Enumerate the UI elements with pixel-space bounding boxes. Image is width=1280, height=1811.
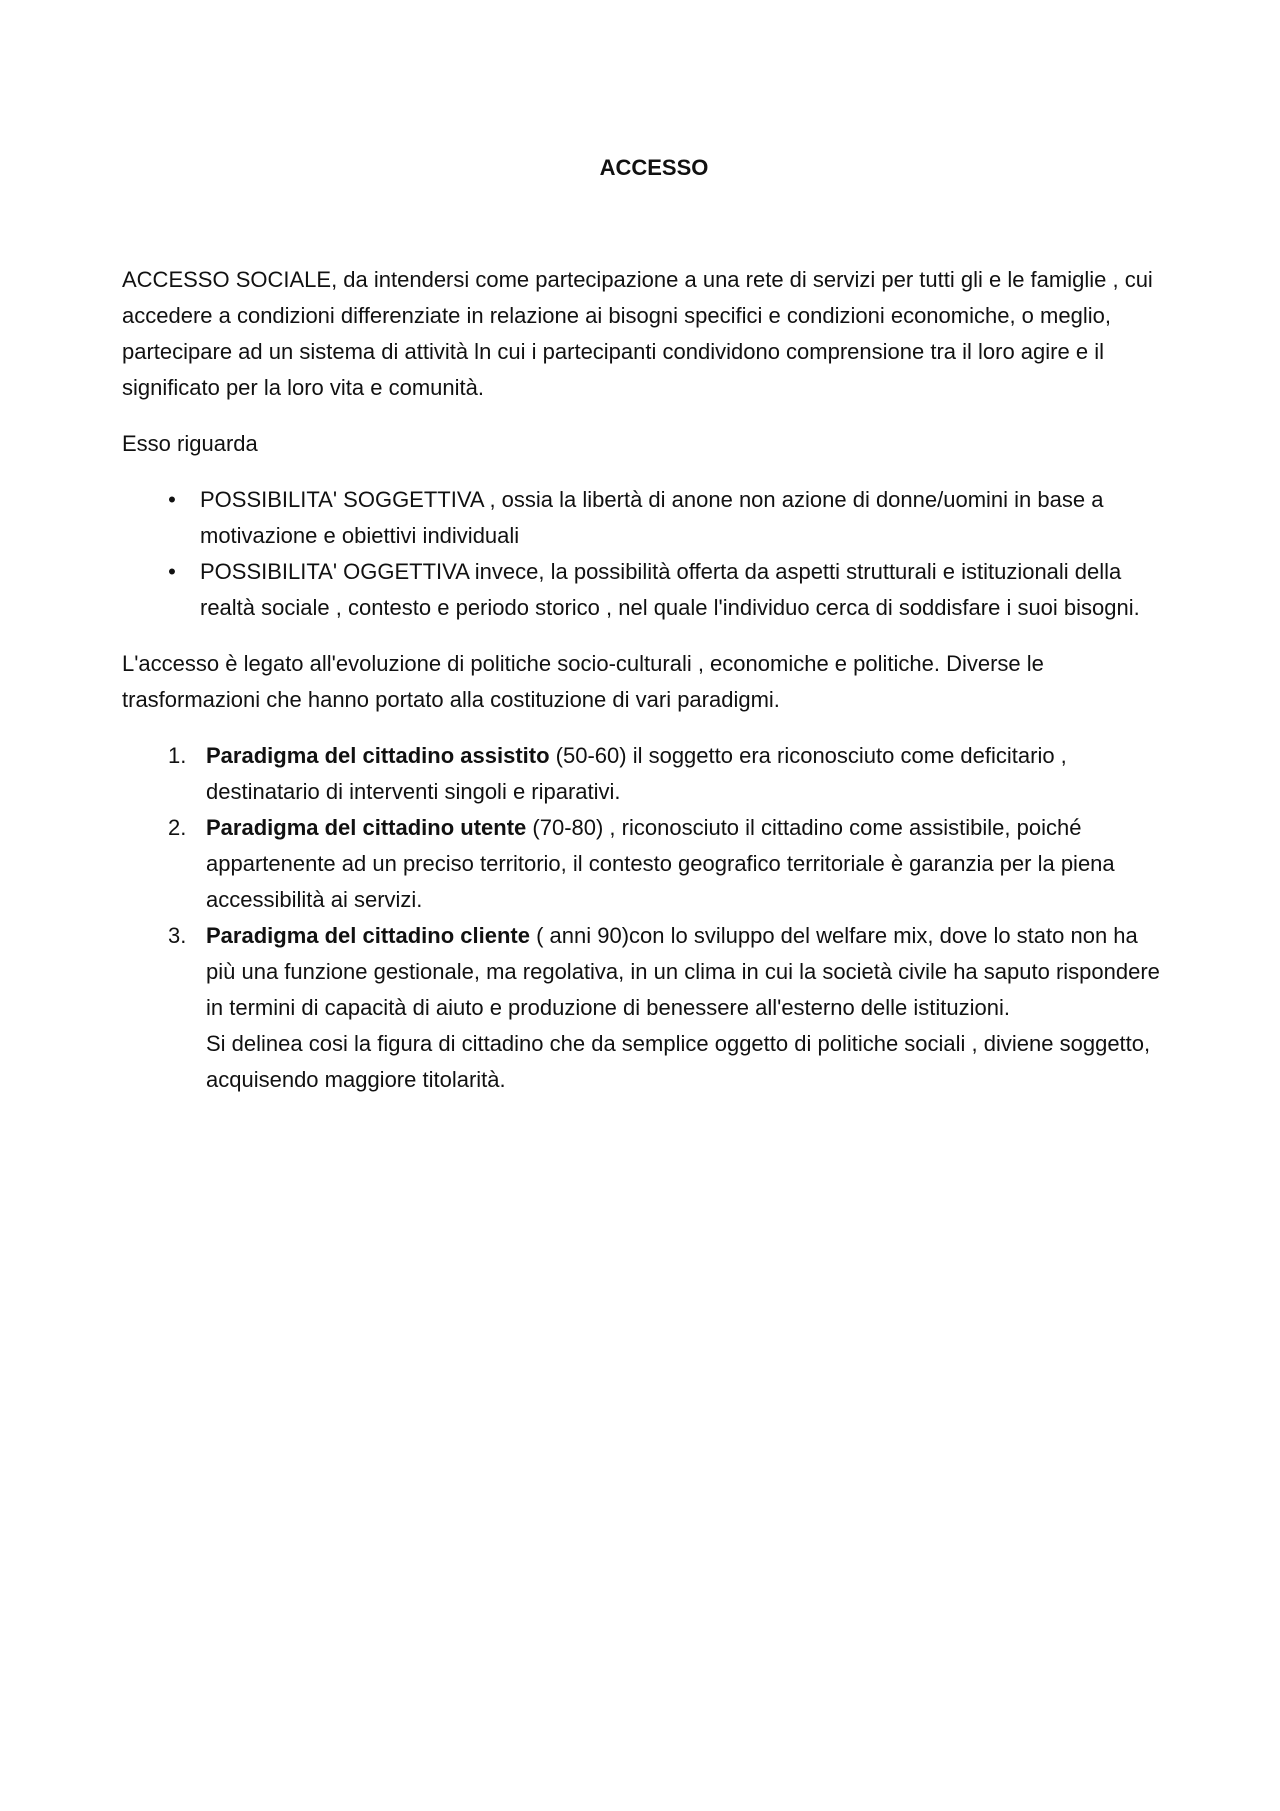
- paradigm-list: [122, 738, 1162, 1026]
- document-body: [122, 150, 1162, 1098]
- closing-paragraph: Si delinea cosi la figura di cittadino che da semplice oggetto di politiche sociali , diviene soggetto, acquisendo maggiore titolarità.: [206, 1031, 1151, 1092]
- list-item-text: POSSIBILITA' SOGGETTIVA , ossia la libertà di anone non azione di donne/uomini in base a motivazione e obiettivi individuali: [200, 487, 1104, 548]
- list-item: [122, 918, 1162, 1026]
- list-item-text: POSSIBILITA' OGGETTIVA invece, la possibilità offerta da aspetti strutturali e istituzionali della realtà sociale , contesto e periodo storico , nel quale l'individuo cerca di soddisfare i suoi bisogni.: [200, 559, 1140, 620]
- bullet-icon: •: [168, 487, 176, 512]
- paradigm-term: Paradigma del cittadino assistito: [206, 743, 550, 768]
- intro-paragraph: ACCESSO SOCIALE, da intendersi come partecipazione a una rete di servizi per tutti gli e le famiglie , cui accedere a condizioni differenziate in relazione ai bisogni specifici e condizioni economiche, o meglio, partecipare ad un sistema di attività ln cui i partecipanti condividono comprensione tra il loro agire e il significato per la loro vita e comunità.: [122, 267, 1153, 400]
- list-item: [122, 810, 1162, 918]
- list-item: [122, 738, 1162, 810]
- paradigm-description: (50-60) il soggetto era riconosciuto come deficitario , destinatario di interventi singoli e riparativi.: [206, 743, 1067, 804]
- page-title: ACCESSO: [599, 155, 709, 180]
- list-number: 1.: [168, 743, 187, 768]
- evolution-paragraph: L'accesso è legato all'evoluzione di politiche socio-culturali , economiche e politiche. Diverse le trasformazioni che hanno portato alla costituzione di vari paradigmi.: [122, 651, 1044, 712]
- list-number: 2.: [168, 815, 187, 840]
- paradigm-term: Paradigma del cittadino cliente: [206, 923, 530, 948]
- list-number: 3.: [168, 923, 187, 948]
- paradigm-term: Paradigma del cittadino utente: [206, 815, 527, 840]
- paradigm-description: ( anni 90)con lo sviluppo del welfare mix, dove lo stato non ha più una funzione gestionale, ma regolativa, in un clima in cui la società civile ha saputo rispondere in termini di capacità di aiuto e produzione di benessere all'esterno delle istituzioni.: [206, 923, 1160, 1020]
- lead-paragraph: Esso riguarda: [122, 431, 258, 456]
- possibility-list: [122, 482, 1162, 626]
- bullet-icon: •: [168, 559, 176, 584]
- list-item: [122, 482, 1162, 554]
- list-item: [122, 554, 1162, 626]
- paradigm-description: (70-80) , riconosciuto il cittadino come assistibile, poiché appartenente ad un preciso territorio, il contesto geografico territoriale è garanzia per la piena accessibilità ai servizi.: [206, 815, 1115, 912]
